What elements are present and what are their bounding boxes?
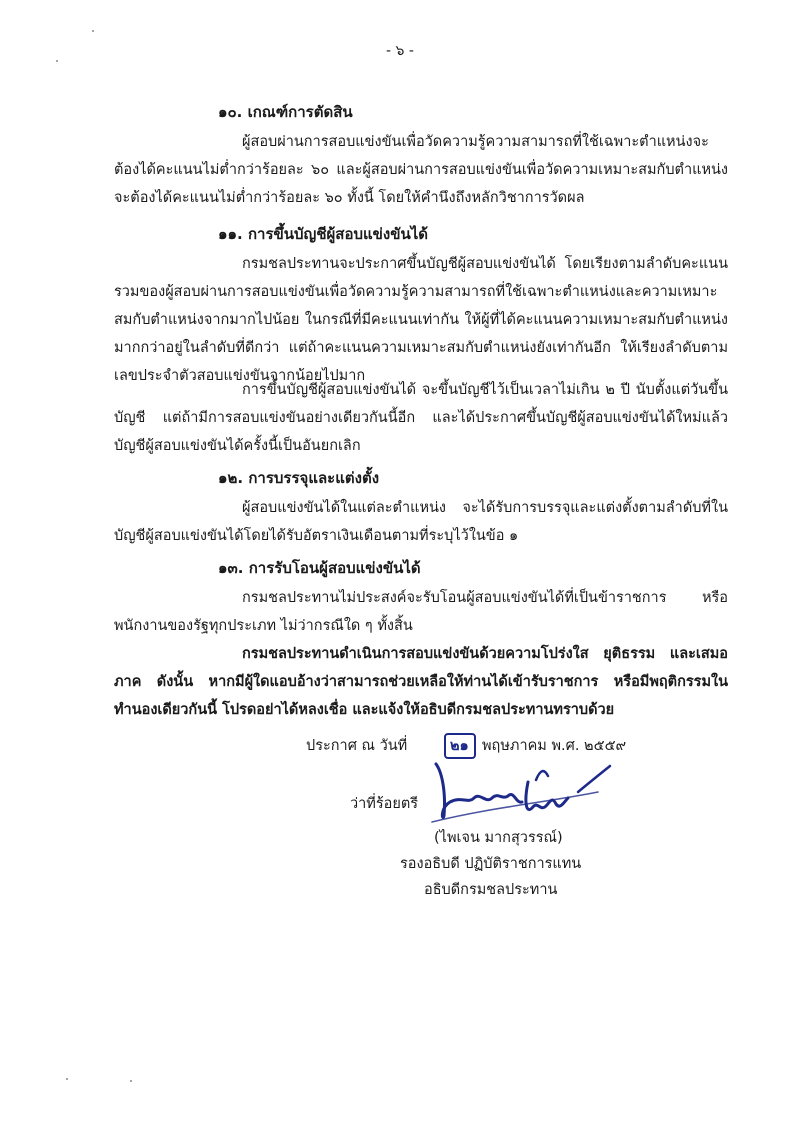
handwritten-signature: [428, 752, 618, 832]
section-13-heading: ๑๓. การรับโอนผู้สอบแข่งขันได้: [218, 559, 421, 577]
section-13-body: [114, 584, 728, 640]
signer-rank: ว่าที่ร้อยตรี: [350, 796, 419, 812]
section-11-text-2: การขึ้นบัญชีผู้สอบแข่งขันได้ จะขึ้นบัญชีไว้เป็นเวลาไม่เกิน ๒ ปี นับตั้งแต่วันขึ้นบัญชี แต่ถ้ามีการสอบแข่งขันอย่างเดียวกันนี้อีก และได้ประกาศขึ้นบัญชีผู้สอบแข่งขันได้ใหม่แล้ว บัญชีผู้สอบแข่งขันได้ครั้งนี้เป็นอันยกเลิก: [114, 382, 728, 454]
announce-month-year: พฤษภาคม พ.ศ. ๒๕๕๙: [482, 738, 627, 754]
section-12-body: [114, 494, 728, 550]
section-11-body-1: [114, 250, 728, 390]
signer-position-1: รองอธิบดี ปฏิบัติราชการแทน: [400, 856, 582, 872]
section-12-heading: ๑๒. การบรรจุและแต่งตั้ง: [218, 469, 380, 487]
section-13-text: กรมชลประทานไม่ประสงค์จะรับโอนผู้สอบแข่งขันได้ที่เป็นข้าราชการ หรือพนักงานของรัฐทุกประเภท ไม่ว่ากรณีใด ๆ ทั้งสิ้น: [114, 590, 728, 634]
section-11-text-1: กรมชลประทานจะประกาศขึ้นบัญชีผู้สอบแข่งขันได้ โดยเรียงตามลำดับคะแนนรวมของผู้สอบผ่านการสอบแข่งขันเพื่อวัดความรู้ความสามารถที่ใช้เฉพาะตำแหน่งและความเหมาะสมกับตำแหน่งจากมากไปน้อย ในกรณีที่มีคะแนนเท่ากัน ให้ผู้ที่ได้คะแนนความเหมาะสมกับตำแหน่งมากกว่าอยู่ในลำดับที่ดีกว่า แต่ถ้าคะแนนความเหมาะสมกับตำแหน่งยังเท่ากันอีก ให้เรียงลำดับตามเลขประจำตัวสอบแข่งขันจากน้อยไปมาก: [114, 256, 728, 384]
section-10-text: ผู้สอบผ่านการสอบแข่งขันเพื่อวัดความรู้ความสามารถที่ใช้เฉพาะตำแหน่งจะต้องได้คะแนนไม่ต่ำกว่าร้อยละ ๖๐ และผู้สอบผ่านการสอบแข่งขันเพื่อวัดความเหมาะสมกับตำแหน่งจะต้องได้คะแนนไม่ต่ำกว่าร้อยละ ๖๐ ทั้งนี้ โดยให้คำนึงถึงหลักวิชาการวัดผล: [114, 134, 728, 206]
scan-speck: [56, 60, 58, 62]
announce-day: ๒๑: [450, 738, 469, 754]
section-11-heading: ๑๑. การขึ้นบัญชีผู้สอบแข่งขันได้: [218, 225, 429, 243]
section-11-body-2: [114, 376, 728, 460]
page-number: - ๖ -: [386, 43, 414, 59]
section-10-heading: ๑๐. เกณฑ์การตัดสิน: [218, 103, 353, 121]
signer-position-2: อธิบดีกรมชลประทาน: [424, 882, 558, 898]
scan-speck: [66, 1078, 68, 1080]
section-10-body: [114, 128, 728, 212]
transparency-notice: [114, 640, 728, 724]
section-12-text: ผู้สอบแข่งขันได้ในแต่ละตำแหน่ง จะได้รับการบรรจุและแต่งตั้งตามลำดับที่ในบัญชีผู้สอบแข่งขันได้โดยได้รับอัตราเงินเดือนตามที่ระบุไว้ในข้อ ๑: [114, 500, 728, 544]
scan-speck: [130, 1080, 132, 1082]
announce-prefix: ประกาศ ณ วันที่: [306, 738, 408, 754]
transparency-notice-text: กรมชลประทานดำเนินการสอบแข่งขันด้วยความโปร่งใส ยุติธรรม และเสมอภาค ดังนั้น หากมีผู้ใดแอบอ้างว่าสามารถช่วยเหลือให้ท่านได้เข้ารับราชการ หรือมีพฤติกรรมในทำนองเดียวกันนี้ โปรดอย่าได้หลงเชื่อ และแจ้งให้อธิบดีกรมชลประทานทราบด้วย: [114, 646, 728, 718]
signer-name: (ไพเจน มากสุวรรณ์): [434, 830, 563, 846]
scan-speck: [92, 30, 94, 32]
